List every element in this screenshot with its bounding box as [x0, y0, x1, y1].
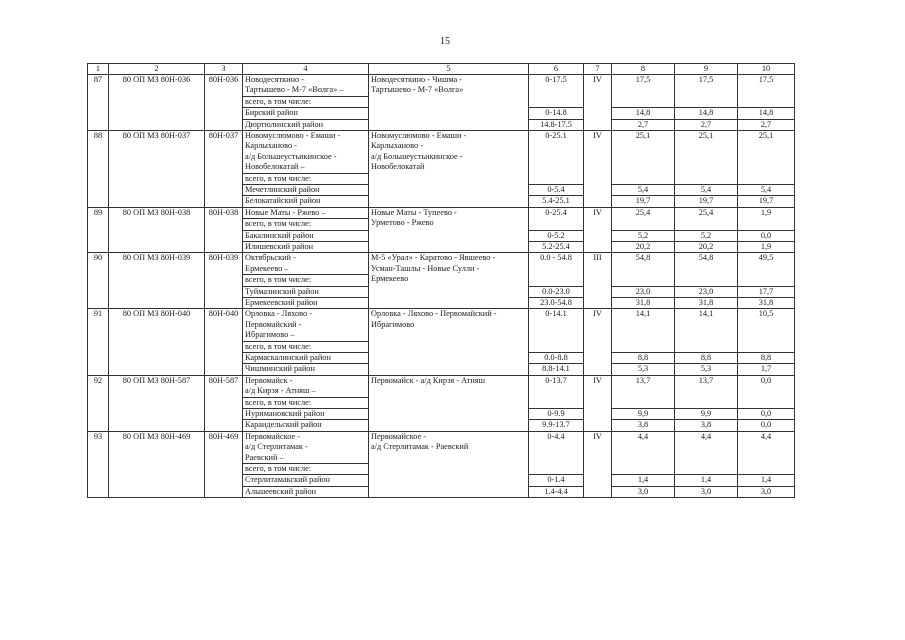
- district-length: 2,7: [675, 119, 738, 130]
- district-length: 2,7: [738, 119, 795, 130]
- text-line: Раевский –: [245, 452, 284, 462]
- text-line: Первомайское -: [371, 431, 427, 441]
- district-length: 3,0: [612, 486, 675, 497]
- length-value: 25,1: [675, 131, 738, 185]
- text-line: Новобелокатай: [371, 162, 425, 172]
- column-number: 6: [529, 64, 584, 75]
- text-line: Ибрагимово –: [245, 330, 295, 340]
- column-number: 10: [738, 64, 795, 75]
- length-value: 4,4: [738, 431, 795, 475]
- district-name: Альшеевский район: [243, 486, 369, 497]
- road-short-code: 80Н-469: [205, 431, 243, 497]
- text-line: Новые Маты - Тупеево -: [371, 207, 457, 217]
- length-value: 10,5: [738, 309, 795, 353]
- district-km: 0-1.4: [529, 475, 584, 486]
- district-name: Мечетлинский район: [243, 184, 369, 195]
- road-route: [369, 309, 529, 375]
- length-value: 25,4: [675, 207, 738, 230]
- district-length: 5,3: [612, 364, 675, 375]
- column-number: 9: [675, 64, 738, 75]
- text-line: Орловка - Ляхово -: [245, 309, 313, 319]
- district-name: Бакалинский район: [243, 230, 369, 241]
- district-km: 0.0-23.0: [529, 286, 584, 297]
- district-length: 3,8: [612, 420, 675, 431]
- road-code: 80 ОП МЗ 80Н-039: [109, 253, 205, 309]
- road-category: III: [584, 253, 612, 309]
- row-number: 90: [88, 253, 109, 309]
- road-name: [243, 431, 369, 463]
- district-length: 8,8: [738, 352, 795, 363]
- km-range: 0-17.5: [529, 75, 584, 108]
- length-value: 14,1: [675, 309, 738, 353]
- district-length: 19,7: [612, 196, 675, 207]
- district-length: 9,9: [675, 408, 738, 419]
- district-name: Ермекеевский район: [243, 297, 369, 308]
- road-category: IV: [584, 207, 612, 253]
- district-length: 2,7: [612, 119, 675, 130]
- column-number-row: [88, 64, 795, 75]
- text-line: Октябрьский -: [245, 253, 296, 263]
- table-row: [88, 309, 795, 341]
- district-length: 1,4: [738, 475, 795, 486]
- district-name: Чишминский район: [243, 364, 369, 375]
- text-line: Новодесяткино - Чишма -: [371, 75, 463, 84]
- district-length: 3,0: [675, 486, 738, 497]
- district-km: 5.4-25.1: [529, 196, 584, 207]
- km-range: 0-25.1: [529, 131, 584, 185]
- text-line: Тартышево - М-7 «Волга» –: [245, 85, 344, 95]
- table-row: [88, 375, 795, 397]
- text-line: Орловка - Ляхово - Первомайский -: [371, 309, 497, 319]
- text-line: а/д Большеустьикинское -: [371, 151, 463, 161]
- road-short-code: 80Н-039: [205, 253, 243, 309]
- column-number: 5: [369, 64, 529, 75]
- length-total: 25,1: [612, 131, 675, 185]
- text-line: Тартышево - М-7 «Волга»: [371, 85, 464, 95]
- length-value: 1,9: [738, 207, 795, 230]
- district-length: 3,0: [738, 486, 795, 497]
- district-length: 31,8: [612, 297, 675, 308]
- length-total: 13,7: [612, 375, 675, 408]
- district-km: 8.8-14.1: [529, 364, 584, 375]
- road-name: [243, 375, 369, 397]
- length-value: 49,5: [738, 253, 795, 286]
- length-value: 17,5: [675, 75, 738, 108]
- road-code: 80 ОП МЗ 80Н-040: [109, 309, 205, 375]
- km-range: 0-14.1: [529, 309, 584, 353]
- text-line: Карлыханово -: [371, 141, 424, 151]
- road-code: 80 ОП МЗ 80Н-587: [109, 375, 205, 431]
- table-row: [88, 75, 795, 97]
- district-length: 5,4: [675, 184, 738, 195]
- district-length: 14,8: [612, 108, 675, 119]
- length-total: 54,8: [612, 253, 675, 286]
- subtotal-label: всего, в том числе:: [243, 397, 369, 408]
- subtotal-label: всего, в том числе:: [243, 275, 369, 286]
- district-length: 23,0: [612, 286, 675, 297]
- road-name: [243, 309, 369, 341]
- page-number: 15: [440, 36, 450, 47]
- district-length: 31,8: [738, 297, 795, 308]
- text-line: Первомайск -: [245, 375, 293, 385]
- district-km: 23.0-54.8: [529, 297, 584, 308]
- text-line: Первомайск - а/д Кирзя - Атняш: [371, 375, 485, 385]
- text-line: Первомайский -: [245, 319, 302, 329]
- district-km: 0-9.9: [529, 408, 584, 419]
- length-total: 14,1: [612, 309, 675, 353]
- district-length: 1,9: [738, 241, 795, 252]
- text-line: Ермекеево –: [245, 263, 289, 273]
- district-name: Стерлитамакский район: [243, 475, 369, 486]
- district-length: 19,7: [675, 196, 738, 207]
- district-km: 9.9-13.7: [529, 420, 584, 431]
- district-length: 1,4: [612, 475, 675, 486]
- length-value: 17,5: [738, 75, 795, 108]
- district-km: 14.8-17.5: [529, 119, 584, 130]
- road-short-code: 80Н-587: [205, 375, 243, 431]
- row-number: 88: [88, 131, 109, 208]
- road-short-code: 80Н-040: [205, 309, 243, 375]
- district-length: 20,2: [675, 241, 738, 252]
- district-length: 20,2: [612, 241, 675, 252]
- road-name: [243, 75, 369, 97]
- text-line: Ермекеево: [371, 274, 409, 284]
- road-short-code: 80Н-036: [205, 75, 243, 131]
- subtotal-label: всего, в том числе:: [243, 219, 369, 230]
- road-route: [369, 75, 529, 131]
- road-code: 80 ОП МЗ 80Н-037: [109, 131, 205, 208]
- district-length: 14,8: [738, 108, 795, 119]
- district-name: Караидельский район: [243, 420, 369, 431]
- district-length: 1,7: [738, 364, 795, 375]
- text-line: Новомуслюмово - Емаши -: [245, 131, 341, 140]
- district-name: Белокатайский район: [243, 196, 369, 207]
- district-km: 1.4-4.4: [529, 486, 584, 497]
- text-line: а/д Большеустьикинское -: [245, 151, 337, 161]
- district-length: 23,0: [675, 286, 738, 297]
- district-length: 0,0: [738, 230, 795, 241]
- district-length: 19,7: [738, 196, 795, 207]
- district-km: 0-5.2: [529, 230, 584, 241]
- text-line: Карлыханово -: [245, 141, 298, 151]
- text-line: Новобелокатай –: [245, 162, 305, 172]
- subtotal-label: всего, в том числе:: [243, 341, 369, 352]
- length-value: 0,0: [738, 375, 795, 408]
- length-value: 54,8: [675, 253, 738, 286]
- district-length: 9,9: [612, 408, 675, 419]
- text-line: а/д Стерлитамак - Раевский: [371, 442, 469, 452]
- district-length: 31,8: [675, 297, 738, 308]
- text-line: Новодесяткино -: [245, 75, 305, 84]
- road-name: [243, 253, 369, 275]
- table-row: [88, 253, 795, 275]
- road-category: IV: [584, 309, 612, 375]
- road-route: [369, 207, 529, 253]
- district-name: Дюртюлинский район: [243, 119, 369, 130]
- road-category: IV: [584, 75, 612, 131]
- length-total: 4,4: [612, 431, 675, 475]
- text-line: Новомуслюмово - Емаши -: [371, 131, 467, 140]
- district-name: Кармаскалинский район: [243, 352, 369, 363]
- district-length: 3,8: [675, 420, 738, 431]
- text-line: Урметово - Ржево: [371, 218, 434, 228]
- table-row: [88, 131, 795, 174]
- road-category: IV: [584, 375, 612, 431]
- road-category: IV: [584, 431, 612, 497]
- km-range: 0-4.4: [529, 431, 584, 475]
- road-code: 80 ОП МЗ 80Н-469: [109, 431, 205, 497]
- column-number: 8: [612, 64, 675, 75]
- district-length: 0,0: [738, 408, 795, 419]
- subtotal-label: всего, в том числе:: [243, 173, 369, 184]
- district-length: 17,7: [738, 286, 795, 297]
- row-number: 91: [88, 309, 109, 375]
- km-range: 0-25.4: [529, 207, 584, 230]
- district-length: 5,4: [612, 184, 675, 195]
- text-line: Новые Маты - Ржево –: [245, 207, 326, 217]
- length-value: 13,7: [675, 375, 738, 408]
- road-name: [243, 207, 369, 218]
- district-km: 0-5.4: [529, 184, 584, 195]
- km-range: 0.0 - 54.8: [529, 253, 584, 286]
- district-length: 1,4: [675, 475, 738, 486]
- row-number: 89: [88, 207, 109, 253]
- subtotal-label: всего, в том числе:: [243, 96, 369, 107]
- row-number: 92: [88, 375, 109, 431]
- text-line: а/д Стерлитамак -: [245, 442, 308, 452]
- length-value: 4,4: [675, 431, 738, 475]
- row-number: 93: [88, 431, 109, 497]
- text-line: М-5 «Урал» - Каратово - Явшеево -: [371, 253, 496, 263]
- district-length: 5,4: [738, 184, 795, 195]
- district-length: 8,8: [612, 352, 675, 363]
- district-length: 8,8: [675, 352, 738, 363]
- text-line: Первомайское -: [245, 431, 301, 441]
- column-number: 2: [109, 64, 205, 75]
- roads-table: [87, 63, 795, 498]
- district-length: 0,0: [738, 420, 795, 431]
- district-length: 5,2: [612, 230, 675, 241]
- district-length: 5,3: [675, 364, 738, 375]
- district-name: Туймазинский район: [243, 286, 369, 297]
- road-name: [243, 131, 369, 174]
- road-short-code: 80Н-038: [205, 207, 243, 253]
- text-line: Ибрагимово: [371, 319, 415, 329]
- road-category: IV: [584, 131, 612, 208]
- district-name: Бирский район: [243, 108, 369, 119]
- district-length: 14,8: [675, 108, 738, 119]
- km-range: 0-13.7: [529, 375, 584, 408]
- district-length: 5,2: [675, 230, 738, 241]
- road-short-code: 80Н-037: [205, 131, 243, 208]
- length-total: 25,4: [612, 207, 675, 230]
- district-name: Нуримановский район: [243, 408, 369, 419]
- column-number: 1: [88, 64, 109, 75]
- road-route: [369, 431, 529, 497]
- road-code: 80 ОП МЗ 80Н-036: [109, 75, 205, 131]
- district-km: 0.0-8.8: [529, 352, 584, 363]
- column-number: 3: [205, 64, 243, 75]
- subtotal-label: всего, в том числе:: [243, 463, 369, 474]
- text-line: Усман-Ташлы - Новые Сулли -: [371, 263, 480, 273]
- column-number: 4: [243, 64, 369, 75]
- row-number: 87: [88, 75, 109, 131]
- column-number: 7: [584, 64, 612, 75]
- district-km: 5.2-25.4: [529, 241, 584, 252]
- road-route: [369, 375, 529, 431]
- district-km: 0-14.8: [529, 108, 584, 119]
- length-total: 17,5: [612, 75, 675, 108]
- district-name: Илишевский район: [243, 241, 369, 252]
- table-row: [88, 431, 795, 463]
- road-code: 80 ОП МЗ 80Н-038: [109, 207, 205, 253]
- table-row: [88, 207, 795, 218]
- road-route: [369, 131, 529, 208]
- road-route: [369, 253, 529, 309]
- text-line: а/д Кирзя - Атняш –: [245, 386, 316, 396]
- length-value: 25,1: [738, 131, 795, 185]
